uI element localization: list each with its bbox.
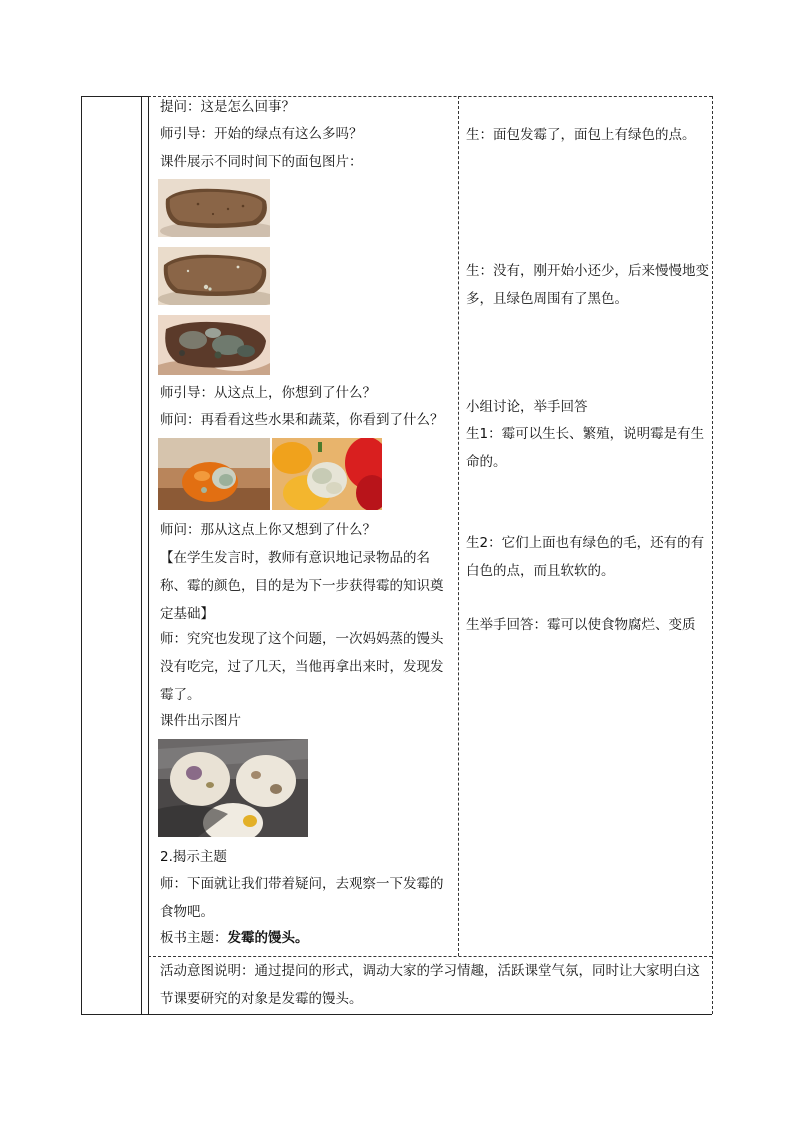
table-border-bottom (81, 1014, 712, 1015)
bread-photo-spotted (158, 247, 270, 305)
left-line-5: 师问：再看看这些水果和蔬菜，你看到了什么？ (160, 412, 444, 428)
left-line-6: 师问：那从这点上你又想到了什么？ (160, 522, 376, 538)
bread-photo-moldy (158, 315, 270, 375)
table-dashed-middle (458, 96, 459, 956)
student-answer-2: 生：没有，刚开始小还少，后来慢慢地变多，且绿色周围有了黑色。 (466, 263, 709, 307)
left-line-4: 师引导：从这点上，你想到了什么？ (160, 385, 376, 401)
board-topic-line (160, 924, 309, 952)
pepper-moldy-photo (272, 438, 382, 510)
group-discussion: 小组讨论，举手回答 (466, 399, 588, 415)
left-line-2: 师引导：开始的绿点有这么多吗？ (160, 126, 363, 142)
table-border-col1 (141, 96, 142, 1015)
bread-photo-fresh (158, 179, 270, 237)
table-border-col2 (148, 96, 149, 1015)
left-line-3: 课件展示不同时间下的面包图片： (160, 154, 363, 170)
teacher-story: 师：究究也发现了这个问题，一次妈妈蒸的馒头没有吃完，过了几天，当他再拿出来时，发现发霉了。 (160, 631, 444, 703)
table-dashed-right (712, 96, 713, 1014)
section-heading: 2.揭示主题 (160, 849, 227, 865)
teacher-note: 【在学生发言时，教师有意识地记录物品的名称、霉的颜色，目的是为下一步获得霉的知识奠定基础】 (160, 550, 444, 622)
table-border-left (81, 96, 82, 1015)
board-topic-title: 发霉的馒头。 (227, 930, 309, 946)
table-border-top (81, 96, 148, 97)
board-topic-prefix: 板书主题： (160, 930, 228, 946)
left-line-show: 课件出示图片 (160, 713, 241, 729)
orange-moldy-photo (158, 438, 270, 510)
steamed-bun-moldy-photo (158, 739, 308, 837)
teacher-lead: 师：下面就让我们带着疑问，去观察一下发霉的食物吧。 (160, 876, 444, 920)
student-answer-4: 生2：它们上面也有绿色的毛，还有的有白色的点，而且软软的。 (466, 535, 705, 579)
activity-intent: 活动意图说明：通过提问的形式，调动大家的学习情趣，活跃课堂气氛，同时让大家明白这节课要研究的对象是发霉的馒头。 (160, 963, 700, 1007)
student-answer-3: 生1：霉可以生长、繁殖，说明霉是有生命的。 (466, 426, 705, 470)
left-line-1: 提问：这是怎么回事？ (160, 99, 295, 115)
student-answer-1: 生：面包发霉了，面包上有绿色的点。 (466, 127, 696, 143)
student-answer-5: 生举手回答：霉可以使食物腐烂、变质 (466, 617, 696, 633)
